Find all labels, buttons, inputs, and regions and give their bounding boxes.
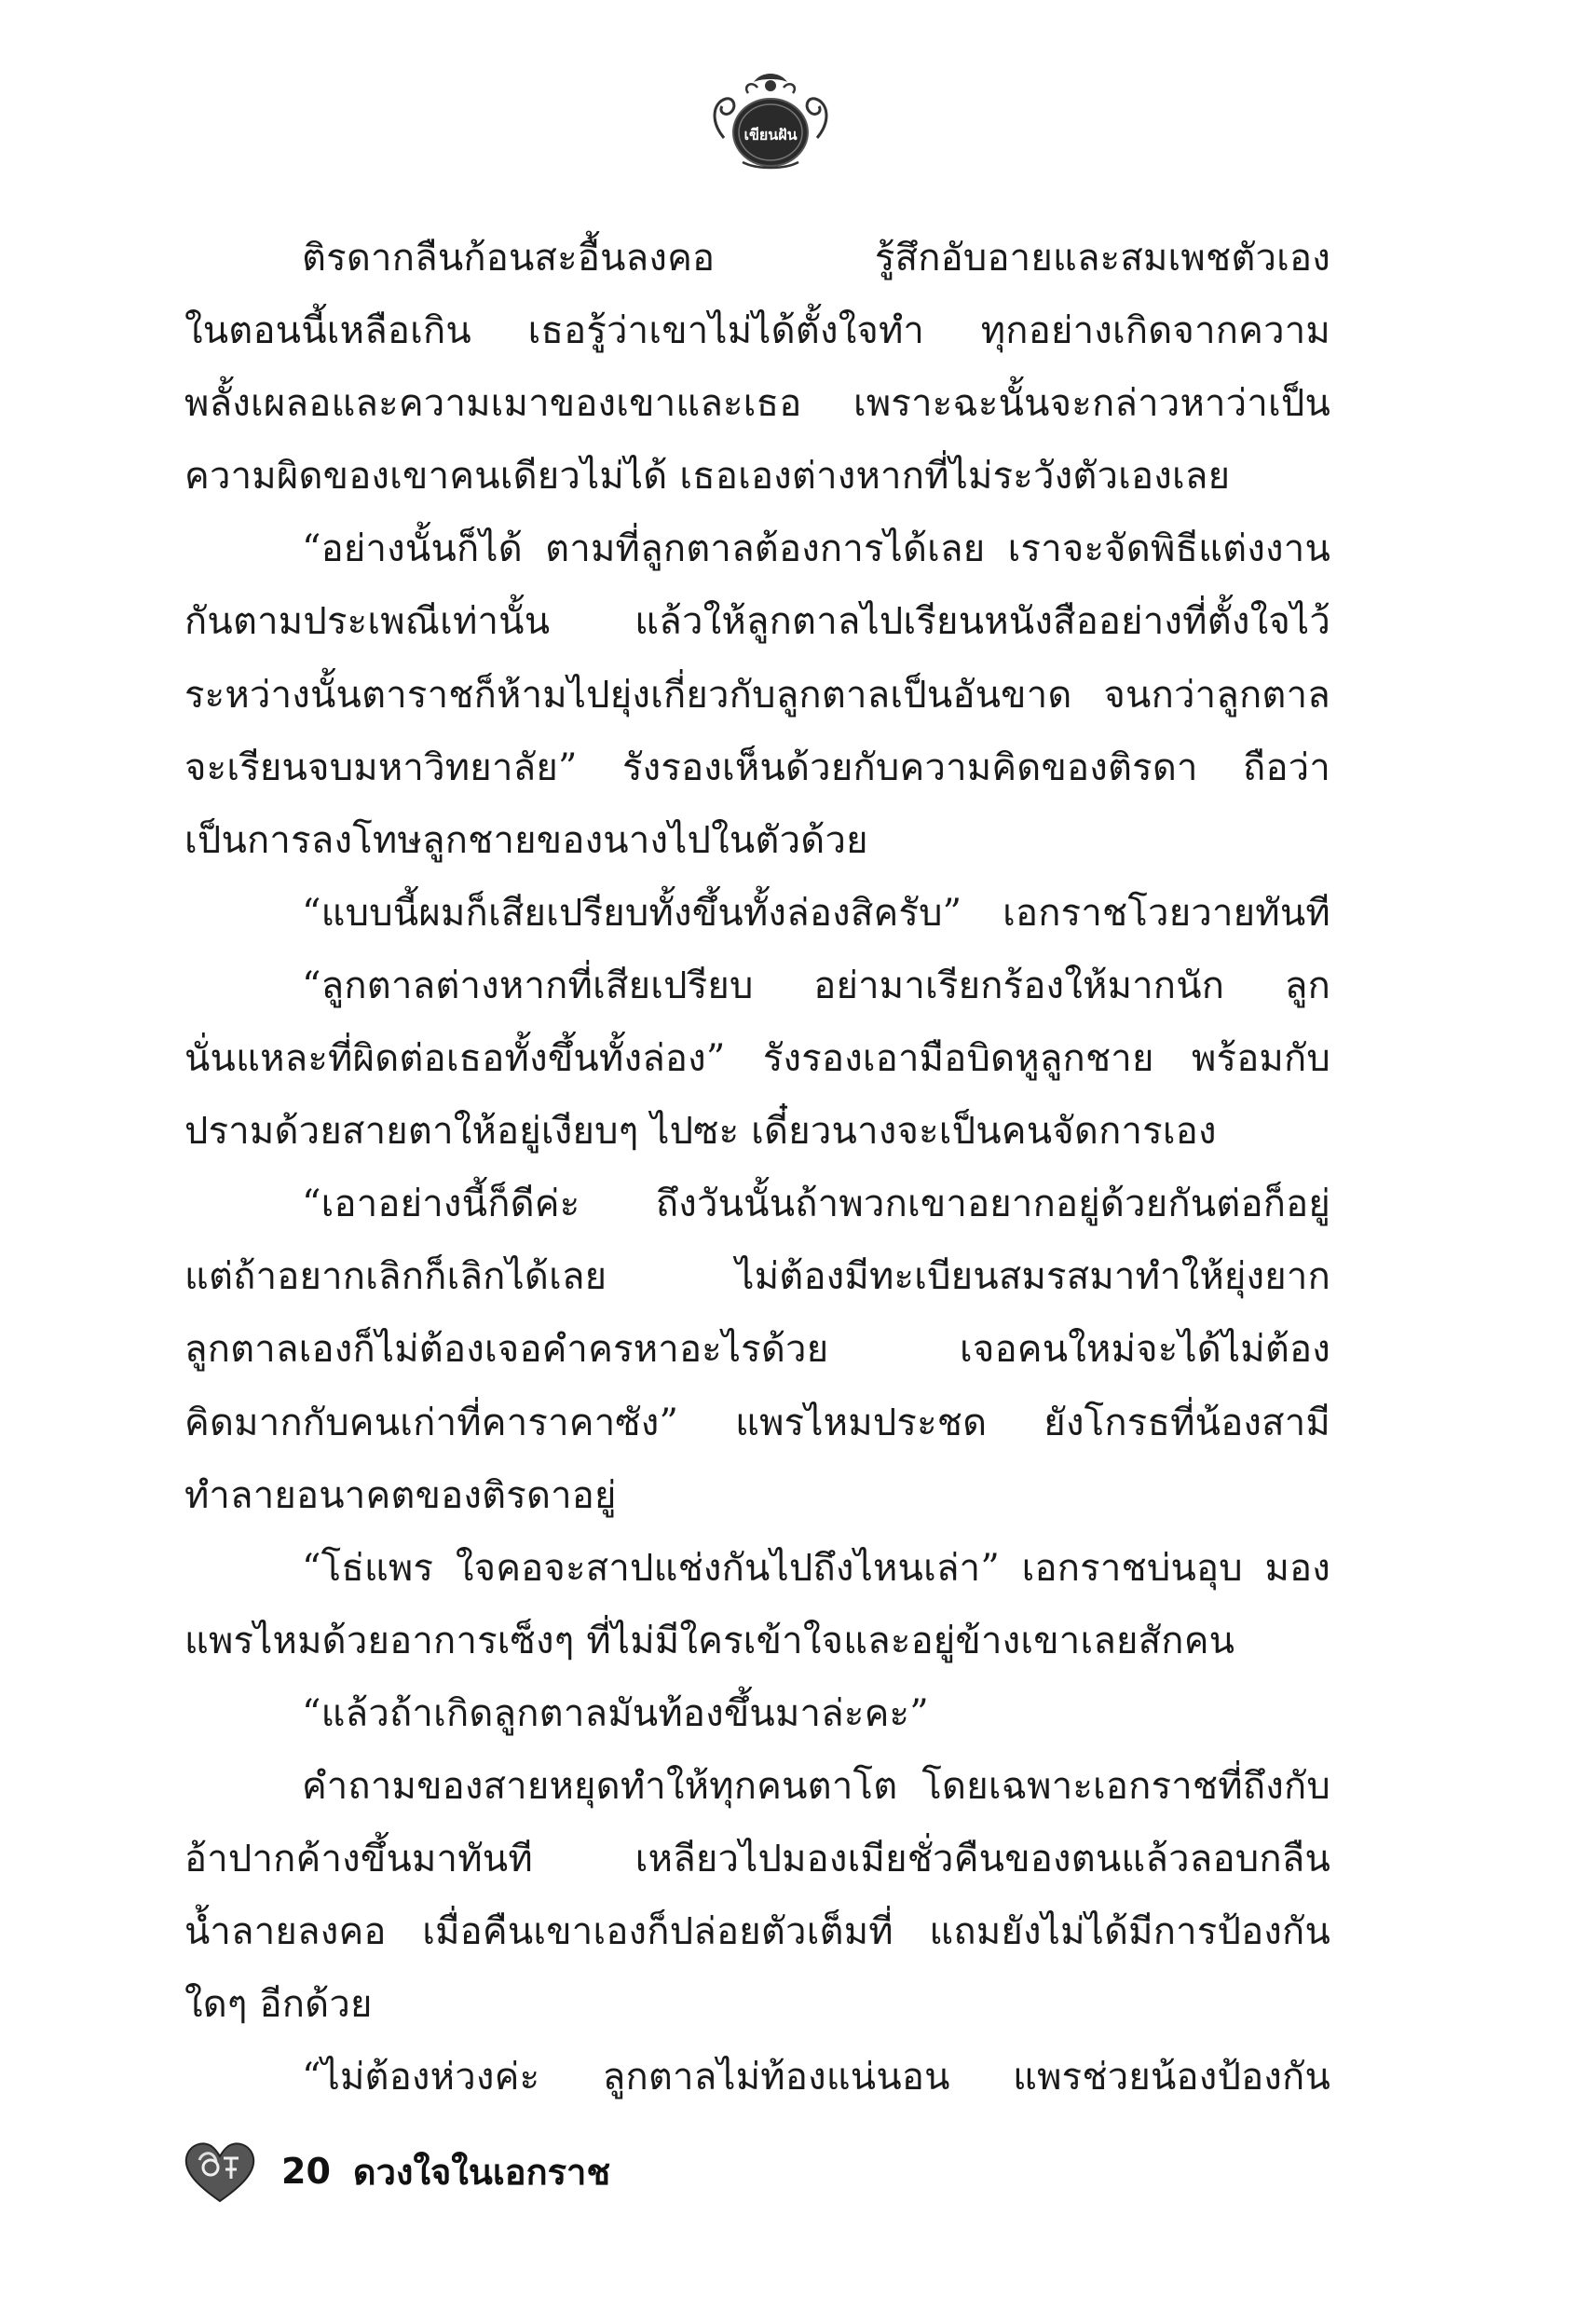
text-line: “ลูกตาลต่างหากที่เสียเปรียบ อย่ามาเรียกร้องให้มากนัก ลูก xyxy=(302,964,1330,1007)
text-line: “แบบนี้ผมก็เสียเปรียบทั้งขึ้นทั้งล่องสิครับ” เอกราชโวยวายทันที xyxy=(302,891,1330,935)
page-footer xyxy=(183,2134,610,2208)
text-line: คำถามของสายหยุดทำให้ทุกคนตาโต โดยเฉพาะเอกราชที่ถึงกับ xyxy=(302,1764,1330,1808)
text-line: “แล้วถ้าเกิดลูกตาลมันท้องขึ้นมาล่ะคะ” xyxy=(302,1691,929,1735)
text-line: อ้าปากค้างขึ้นมาทันที เหลียวไปมองเมียชั่วคืนของตนแล้วลอบกลืน xyxy=(184,1838,1330,1881)
text-line: กันตามประเพณีเท่านั้น แล้วให้ลูกตาลไปเรียนหนังสืออย่างที่ตั้งใจไว้ xyxy=(184,600,1330,644)
text-line: คิดมากกับคนเก่าที่คาราคาซัง” แพรไหมประชด ยังโกรธที่น้องสามี xyxy=(184,1401,1330,1444)
heart-logo-icon xyxy=(183,2138,257,2205)
book-title: ดวงใจในเอกราช xyxy=(352,2151,611,2193)
text-line: ความผิดของเขาคนเดียวไม่ได้ เธอเองต่างหากที่ไม่ระวังตัวเองเลย xyxy=(184,455,1231,499)
text-line: ทำลายอนาคตของติรดาอยู่ xyxy=(184,1473,617,1517)
text-line: ติรดากลืนก้อนสะอื้นลงคอ รู้สึกอับอายและสมเพชตัวเอง xyxy=(302,237,1330,280)
text-line: ปรามด้วยสายตาให้อยู่เงียบๆ ไปซะ เดี๋ยวนางจะเป็นคนจัดการเอง xyxy=(184,1110,1217,1154)
body-text xyxy=(184,222,1330,2113)
text-line: ลูกตาลเองก็ไม่ต้องเจอคำครหาอะไรด้วย เจอคนใหม่จะได้ไม่ต้อง xyxy=(184,1328,1330,1372)
text-line: นั่นแหละที่ผิดต่อเธอทั้งขึ้นทั้งล่อง” รังรองเอามือบิดหูลูกชาย พร้อมกับ xyxy=(184,1037,1330,1081)
text-line: “โธ่แพร ใจคอจะสาปแช่งกันไปถึงไหนเล่า” เอกราชบ่นอุบ มอง xyxy=(302,1546,1330,1590)
text-line: “ไม่ต้องห่วงค่ะ ลูกตาลไม่ท้องแน่นอน แพรช่วยน้องป้องกัน xyxy=(302,2056,1330,2099)
text-line: แพรไหมด้วยอาการเซ็งๆ ที่ไม่มีใครเข้าใจและอยู่ข้างเขาเลยสักคน xyxy=(184,1619,1235,1662)
text-line: น้ำลายลงคอ เมื่อคืนเขาเองก็ปล่อยตัวเต็มที่ แถมยังไม่ได้มีการป้องกัน xyxy=(184,1910,1330,1954)
text-line: เป็นการลงโทษลูกชายของนางไปในตัวด้วย xyxy=(184,818,868,862)
text-line: พลั้งเผลอและความเมาของเขาและเธอ เพราะฉะนั้นจะกล่าวหาว่าเป็น xyxy=(184,382,1330,426)
text-line: ระหว่างนั้นตาราชก็ห้ามไปยุ่งเกี่ยวกับลูกตาลเป็นอันขาด จนกว่าลูกตาล xyxy=(184,673,1330,717)
logo-text: เขียนฝัน xyxy=(743,126,798,144)
text-line: จะเรียนจบมหาวิทยาลัย” รังรองเห็นด้วยกับความคิดของติรดา ถือว่า xyxy=(184,745,1330,789)
text-line: “อย่างนั้นก็ได้ ตามที่ลูกตาลต้องการได้เลย เราจะจัดพิธีแต่งงาน xyxy=(302,527,1330,571)
text-line: แต่ถ้าอยากเลิกก็เลิกได้เลย ไม่ต้องมีทะเบียนสมรสมาทำให้ยุ่งยาก xyxy=(184,1255,1330,1299)
text-line: ใดๆ อีกด้วย xyxy=(184,1983,373,2027)
page-number: 20 xyxy=(281,2151,331,2192)
text-line: “เอาอย่างนี้ก็ดีค่ะ ถึงวันนั้นถ้าพวกเขาอยากอยู่ด้วยกันต่อก็อยู่ xyxy=(302,1183,1330,1226)
text-line: ในตอนนี้เหลือเกิน เธอรู้ว่าเขาไม่ได้ตั้งใจทำ ทุกอย่างเกิดจากความ xyxy=(184,309,1330,353)
publisher-logo-icon xyxy=(705,65,836,177)
